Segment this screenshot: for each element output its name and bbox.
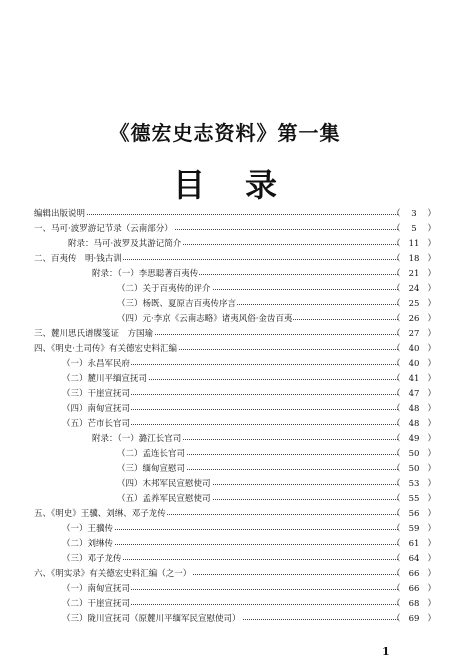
- toc-entry-title: （四）木邦军民宣慰使司: [117, 477, 212, 492]
- toc-entry-page: 21: [408, 269, 420, 279]
- toc-entry-title: （二）干崖宣抚司: [62, 597, 131, 612]
- toc-entry-page: 40: [408, 359, 420, 369]
- toc-entry: （三）杨既、夏原吉百夷传序言 （ 25 ）: [0, 297, 450, 312]
- toc-entry-title: （二）孟连长官司: [117, 447, 186, 462]
- toc-entry-page: 66: [408, 584, 420, 594]
- toc-entry: （五）孟养军民宣慰使司 （ 55 ）: [0, 492, 450, 507]
- toc-entry-title: 二、百夷传 明·钱古训: [34, 252, 123, 267]
- toc-entry-title: 一、马可·波罗游记节录（云南部分）: [34, 222, 174, 237]
- toc-title: 目录: [172, 166, 317, 204]
- toc-entry: （一）永昌军民府 （ 40 ）: [0, 357, 450, 372]
- toc-entry: 附录：马可·波罗及其游记简介 （ 11 ）: [0, 237, 450, 252]
- toc-entry: 五、《明史》王骥、刘𬘭、邓子龙传 （ 56 ）: [0, 507, 450, 522]
- toc-entry: （三）缅甸宣慰司 （ 50 ）: [0, 462, 450, 477]
- toc-entry-page: 48: [408, 419, 420, 429]
- toc-entry-page: 55: [408, 494, 420, 504]
- toc-entry-title: （一）南甸宣抚司: [62, 582, 131, 597]
- toc-entry-title: 四、《明史·土司传》有关德宏史料汇编: [34, 342, 178, 357]
- toc-entry-page: 50: [408, 464, 420, 474]
- toc-entry-title: （三）陇川宣抚司（原麓川平缅军民宣慰使司）: [62, 612, 242, 627]
- toc-entry: 六、《明实录》有关德宏史料汇编（之一） （ 66 ）: [0, 567, 450, 582]
- toc-entry-title: 附录：马可·波罗及其游记简介: [68, 237, 182, 252]
- toc-entry: （三）邓子龙传 （ 64 ）: [0, 552, 450, 567]
- toc-entry-title: （二）麓川平缅宣抚司: [62, 372, 148, 387]
- toc-entry: 附录：（一）李思聪著百夷传 （ 21 ）: [0, 267, 450, 282]
- toc-entry-title: （三）邓子龙传: [62, 552, 123, 567]
- toc-entry-page: 5: [411, 224, 417, 234]
- toc-entry-title: （四）南甸宣抚司: [62, 402, 131, 417]
- toc-entry-page: 64: [408, 554, 420, 564]
- toc-entry-page: 47: [408, 389, 420, 399]
- toc-entry-page: 24: [408, 284, 420, 294]
- toc-entry: （一）王骥传 （ 59 ）: [0, 522, 450, 537]
- toc-entry: （四）南甸宣抚司 （ 48 ）: [0, 402, 450, 417]
- toc-entry-title: （五）芒市长官司: [62, 417, 131, 432]
- toc-entry-title: （三）缅甸宣慰司: [117, 462, 186, 477]
- toc-entry-title: （二）关于百夷传的评介: [117, 282, 212, 297]
- toc-entry-page: 50: [408, 449, 420, 459]
- toc-entry: （三）陇川宣抚司（原麓川平缅军民宣慰使司） （ 69 ）: [0, 612, 450, 627]
- toc-entry: 三、麓川思氏谱牒笺证 方国瑜 （ 27 ）: [0, 327, 450, 342]
- toc-entry-title: （四）元·李京《云南志略》诸夷风俗·金齿百夷: [117, 312, 293, 327]
- toc-entry-page: 48: [408, 404, 420, 414]
- toc-entry-page: 25: [408, 299, 420, 309]
- toc-entry-page: 40: [408, 344, 420, 354]
- toc-entry-title: （三）干崖宣抚司: [62, 387, 131, 402]
- toc-entry-page: 27: [408, 329, 420, 339]
- toc-entry-title: （二）刘𬘭传: [62, 537, 114, 552]
- toc-entry-title: 五、《明史》王骥、刘𬘭、邓子龙传: [34, 507, 167, 522]
- toc-entry-page: 18: [408, 254, 420, 264]
- toc-entry-page: 41: [408, 374, 420, 384]
- toc-entry: （五）芒市长官司 （ 48 ）: [0, 417, 450, 432]
- toc-entry-title: 附录：（一）潞江长官司: [92, 432, 182, 447]
- toc-entry-page: 49: [408, 434, 420, 444]
- book-title: 《德宏史志资料》第一集: [109, 121, 341, 145]
- toc-entry-page: 56: [408, 509, 420, 519]
- toc-entry: （四）木邦军民宣慰使司 （ 53 ）: [0, 477, 450, 492]
- toc-entry-title: 三、麓川思氏谱牒笺证 方国瑜: [34, 327, 154, 342]
- toc-entry-page: 53: [408, 479, 420, 489]
- toc-entry: 四、《明史·土司传》有关德宏史料汇编 （ 40 ）: [0, 342, 450, 357]
- toc-entry-page: 26: [408, 314, 420, 324]
- toc-entry-title: （三）杨既、夏原吉百夷传序言: [117, 297, 237, 312]
- toc-entry: 附录：（一）潞江长官司 （ 49 ）: [0, 432, 450, 447]
- toc-entry-title: 附录：（一）李思聪著百夷传: [92, 267, 199, 282]
- toc-entry: （四）元·李京《云南志略》诸夷风俗·金齿百夷 （ 26 ）: [0, 312, 450, 327]
- toc-entry: 编辑出版说明 （ 3 ）: [0, 207, 450, 222]
- toc-entry-page: 69: [408, 614, 420, 624]
- toc-entry-page: 68: [408, 599, 420, 609]
- toc-entry: （三）干崖宣抚司 （ 47 ）: [0, 387, 450, 402]
- toc-entry-title: （一）王骥传: [62, 522, 114, 537]
- toc-entry: （二）刘𬘭传 （ 61 ）: [0, 537, 450, 552]
- toc-entry: （二）关于百夷传的评介 （ 24 ）: [0, 282, 450, 297]
- toc-entry-page: 11: [408, 239, 420, 249]
- toc-entry-page: 61: [408, 539, 420, 549]
- toc-entry: （二）孟连长官司 （ 50 ）: [0, 447, 450, 462]
- toc-entry-title: （一）永昌军民府: [62, 357, 131, 372]
- toc-entry: 二、百夷传 明·钱古训 （ 18 ）: [0, 252, 450, 267]
- toc-entry-title: 编辑出版说明: [34, 207, 86, 222]
- toc-entry-page: 59: [408, 524, 420, 534]
- toc-entry: （二）干崖宣抚司 （ 68 ）: [0, 597, 450, 612]
- toc-entry: （二）麓川平缅宣抚司 （ 41 ）: [0, 372, 450, 387]
- toc-entry-page: 66: [408, 569, 420, 579]
- toc-entry: （一）南甸宣抚司 （ 66 ）: [0, 582, 450, 597]
- toc-entry-page: 3: [411, 209, 417, 219]
- toc-entry-title: 六、《明实录》有关德宏史料汇编（之一）: [34, 567, 192, 582]
- toc-entry: 一、马可·波罗游记节录（云南部分） （ 5 ）: [0, 222, 450, 237]
- page-number: 1: [382, 645, 390, 658]
- toc-entry-title: （五）孟养军民宣慰使司: [117, 492, 212, 507]
